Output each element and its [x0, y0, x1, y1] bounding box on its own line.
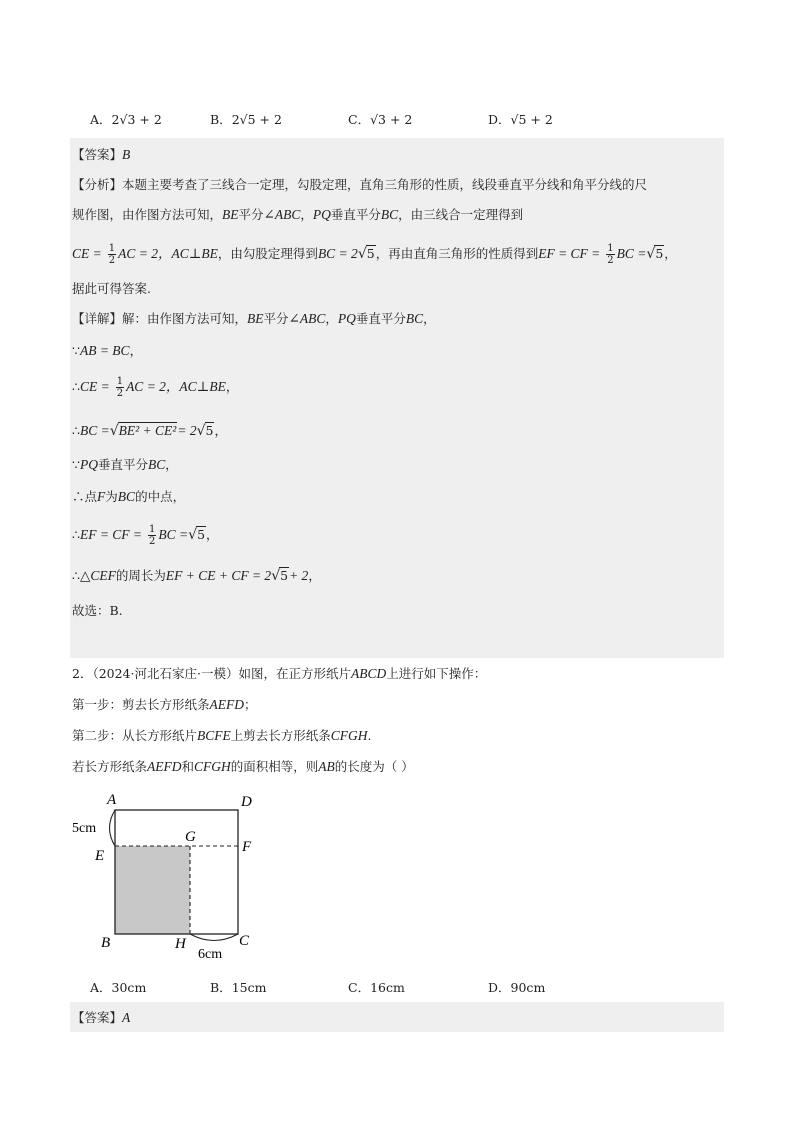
label-c: C: [239, 933, 250, 949]
q1-final: 故选：B.: [72, 603, 123, 618]
fraction-half: $\frac{1}{2}$: [108, 243, 116, 266]
shaded-rectangle-ebhg: [115, 846, 190, 934]
label-f: F: [242, 839, 252, 855]
q1-step-bc: ∴BC =√BE² + CE²= 2√5，: [72, 423, 227, 439]
brace-hc: [190, 934, 238, 941]
label-g: G: [185, 829, 196, 845]
q1-step-ce: ∴CE = $\frac{1}{2}$ AC = 2，AC⊥BE，: [72, 376, 239, 399]
label-6cm: 6cm: [198, 947, 223, 962]
q1-step-pq: ∵PQ垂直平分BC，: [72, 457, 178, 472]
q2-option-d: D．90cm: [488, 980, 546, 995]
q2-stem: 2．（2024·河北石家庄·一模）如图，在正方形纸片ABCD上进行如下操作：: [72, 666, 487, 681]
q2-square-figure: [70, 785, 270, 965]
label-b: B: [101, 935, 111, 951]
q2-question: 若长方形纸条AEFD和CFGH的面积相等，则AB的长度为（ ）: [72, 759, 414, 774]
q1-analysis-line2: 规作图，由作图方法可知，BE平分∠ABC，PQ垂直平分BC，由三线合一定理得到: [72, 207, 524, 222]
label-d: D: [241, 794, 252, 810]
q1-step-perimeter: ∴△CEF的周长为EF + CE + CF = 2√5+ 2，: [72, 568, 321, 584]
q1-detail-line1: 【详解】解：由作图方法可知，BE平分∠ABC，PQ垂直平分BC，: [72, 311, 436, 326]
q1-option-d: D．√5 + 2: [488, 112, 553, 127]
q1-step-ab-eq-bc: ∵AB = BC，: [72, 343, 143, 358]
q2-answer: 【答案】A: [72, 1010, 131, 1025]
q1-option-b: B．2√5 + 2: [210, 112, 282, 127]
q2-option-b: B．15cm: [210, 980, 267, 995]
label-5cm: 5cm: [72, 821, 97, 836]
q2-answer-panel: [70, 1002, 724, 1032]
q1-analysis-line3: CE = $\frac{1}{2}$ AC = 2，AC⊥BE，由勾股定理得到BC = 2√5，再由直角三角形的性质得到EF = CF = $\frac{1}{2}$ BC =√5，: [72, 243, 677, 266]
q1-step-midpoint: ∴点F为BC的中点，: [72, 489, 186, 504]
q1-analysis-line4: 据此可得答案.: [72, 281, 151, 296]
q1-step-ef: ∴EF = CF = $\frac{1}{2}$ BC =√5，: [72, 524, 219, 547]
q2-step1: 第一步：剪去长方形纸条AEFD；: [72, 697, 257, 712]
q1-analysis-line1: 【分析】本题主要考查了三线合一定理，勾股定理，直角三角形的性质，线段垂直平分线和角平分线的尺: [72, 177, 648, 192]
label-h: H: [175, 936, 186, 952]
q2-option-a: A．30cm: [90, 980, 147, 995]
brace-ae: [110, 810, 116, 846]
fraction-half: $\frac{1}{2}$: [116, 376, 124, 399]
fraction-half: $\frac{1}{2}$: [149, 524, 156, 547]
q1-answer: 【答案】B: [72, 147, 131, 162]
q2-option-c: C．16cm: [348, 980, 405, 995]
q1-option-a: A．2√3 + 2: [90, 112, 162, 127]
fraction-half: $\frac{1}{2}$: [607, 243, 614, 266]
q2-step2: 第二步：从长方形纸片BCFE上剪去长方形纸条CFGH.: [72, 728, 372, 743]
label-a: A: [107, 792, 117, 808]
q1-option-c: C．√3 + 2: [348, 112, 413, 127]
label-e: E: [95, 848, 105, 864]
